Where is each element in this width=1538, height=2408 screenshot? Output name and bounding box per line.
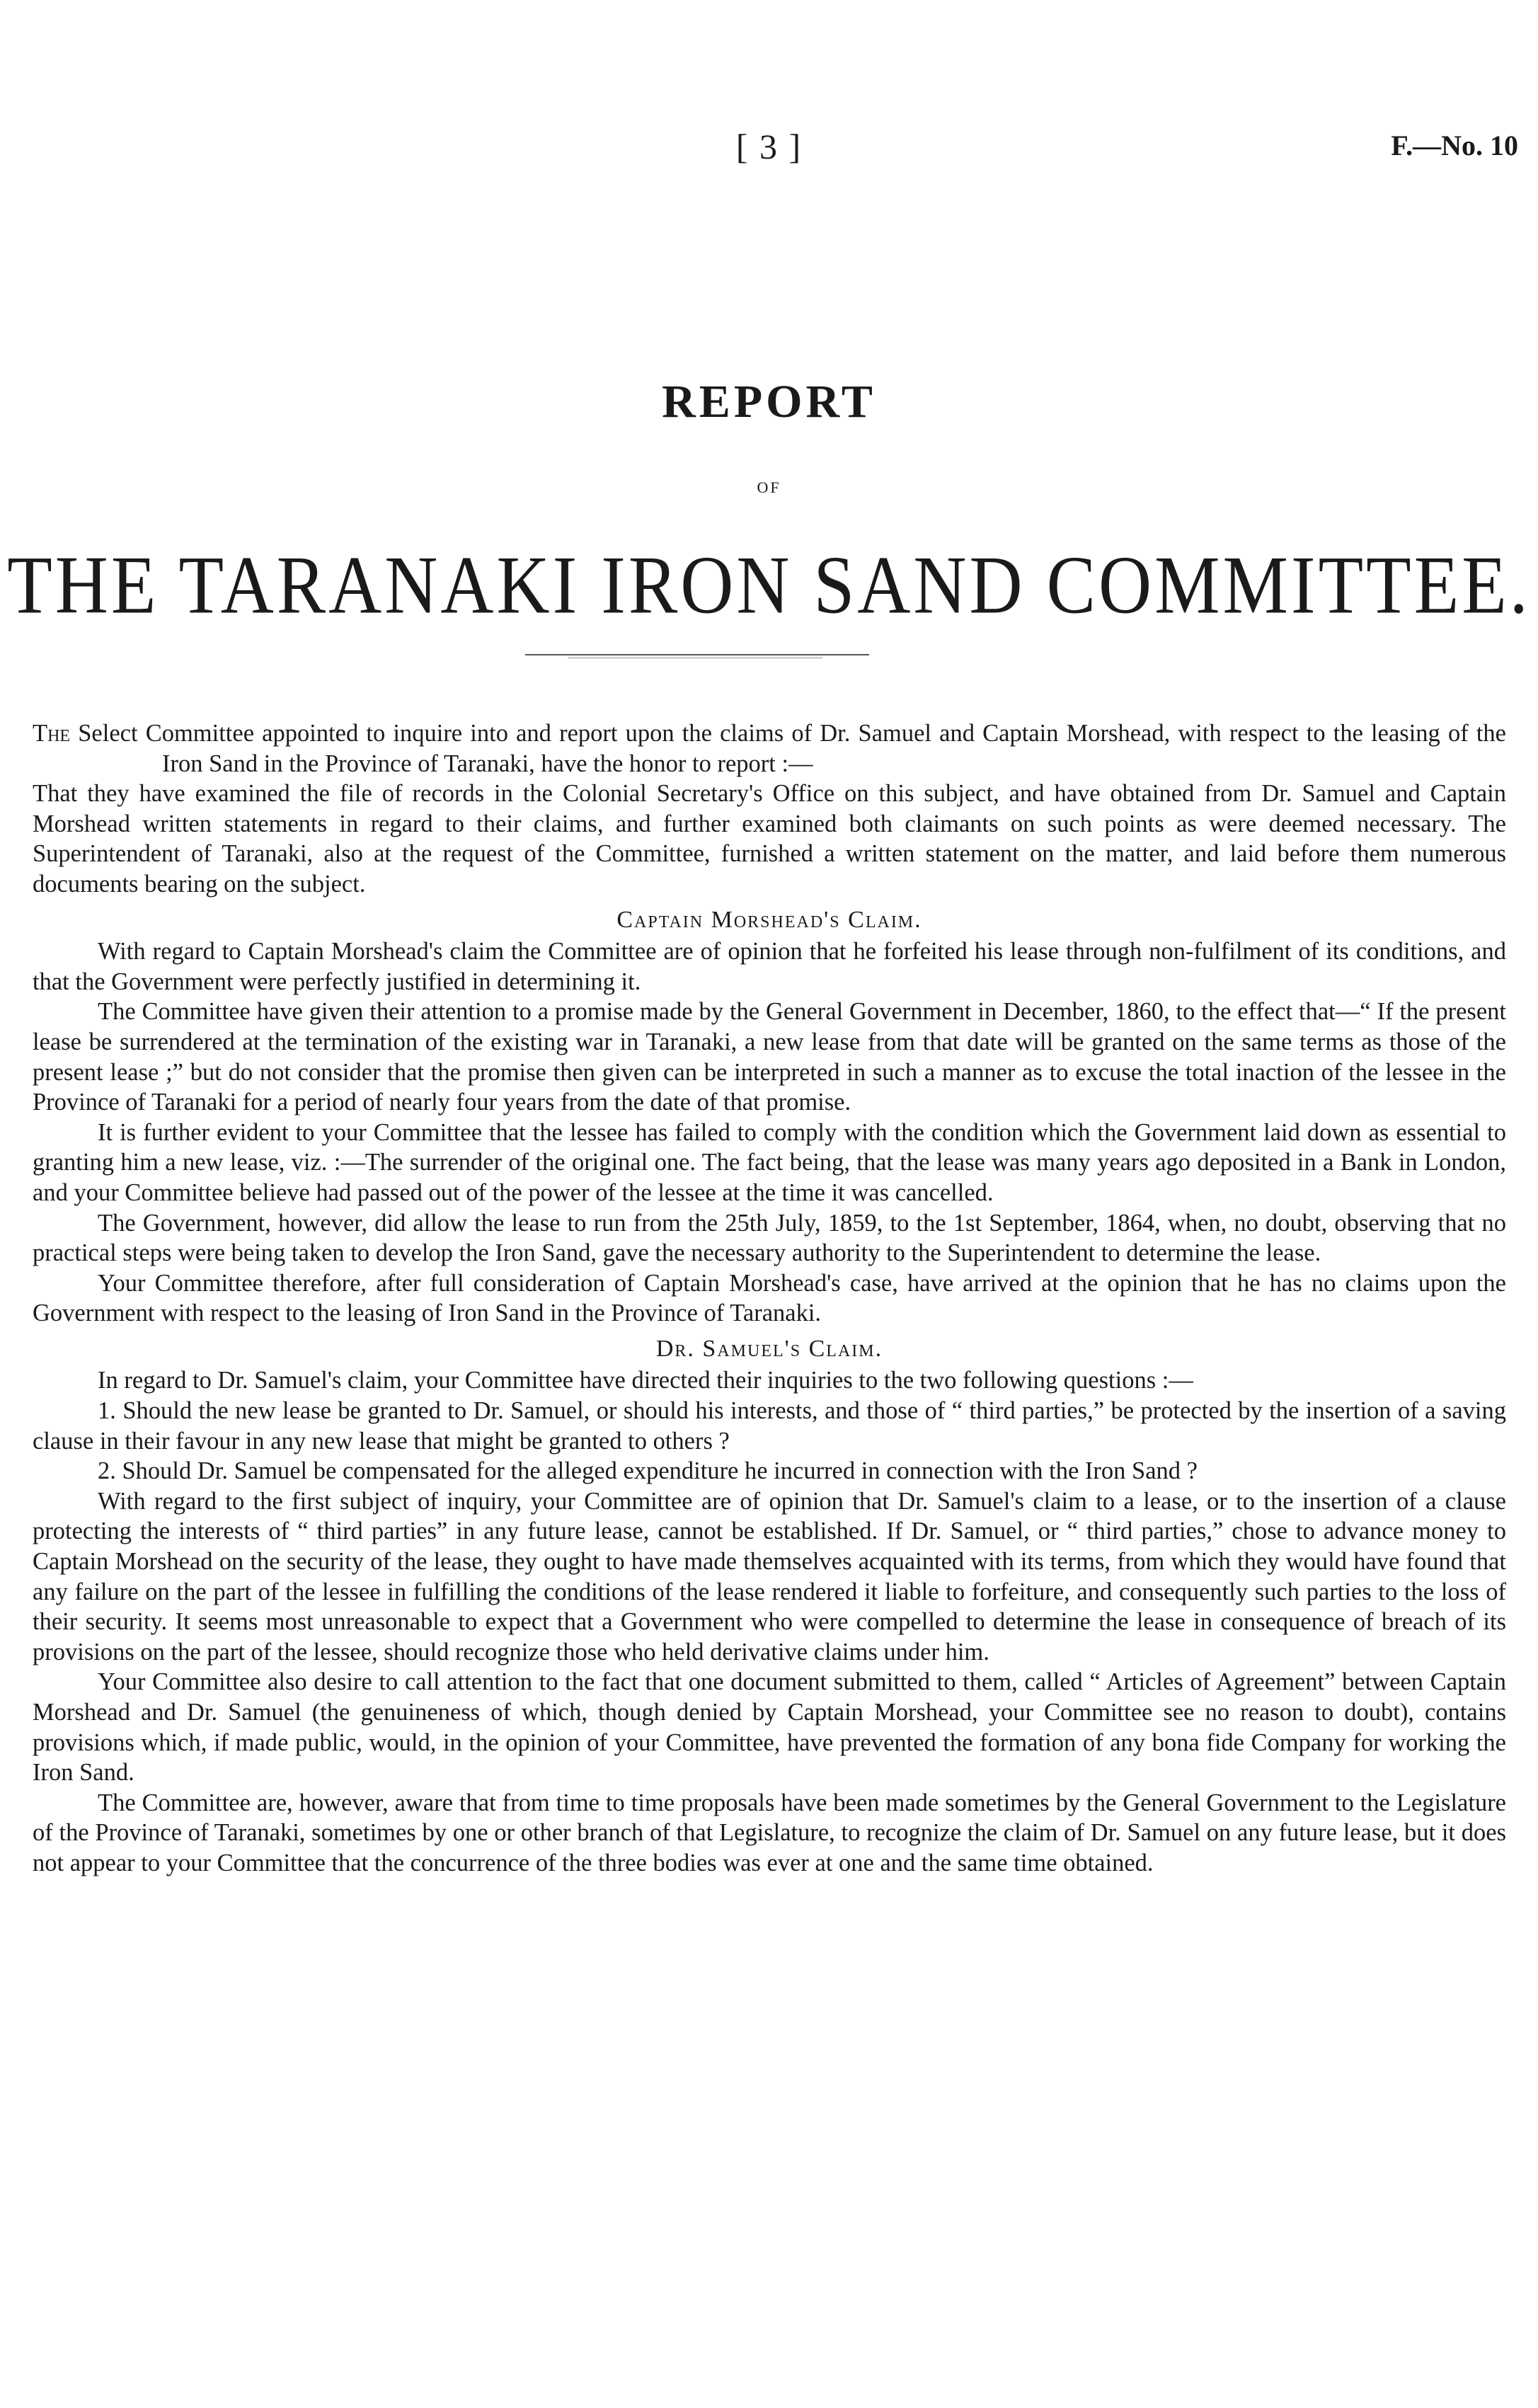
page-number: [ 3 ]	[735, 127, 803, 166]
intro-paragraph	[33, 718, 1506, 779]
committee-title: THE TARANAKI IRON SAND COMMITTEE.	[7, 539, 1531, 631]
intro-lead: The	[33, 720, 71, 747]
intro-text: Select Committee appointed to inquire into and report upon the claims of Dr. Samuel and Captain Morshead, with respect to the leasing of the Iron Sand in the Province of Taranaki, have the honor to report :—	[70, 720, 1506, 777]
samuel-paragraph-2: With regard to the first subject of inquiry, your Committee are of opinion that Dr. Samuel's claim to a lease, or to the insertion of a clause protecting the interests of “ third parties” in any future lease, cannot be established. If Dr. Samuel, or “ third parties,” chose to advance money to Captain Morshead on the security of the lease, they ought to have made themselves acquainted with its terms, from which they would have found that any failure on the part of the lessee in fulfilling the conditions of the lease rendered it liable to forfeiture, and consequently such parties to the loss of their security. It seems most unreasonable to expect that a Government who were compelled to determine the lease in consequence of breach of its provisions on the part of the lessee, should recognize those who held derivative claims under him.	[33, 1487, 1506, 1665]
document-reference: F.—No. 10	[1391, 130, 1518, 161]
opening-paragraph: That they have examined the file of records in the Colonial Secretary's Office on this subject, and have obtained from Dr. Samuel and Captain Morshead written statements in regard to their claims, and further examined both claimants on such points as were deemed necessary. The Superintendent of Taranaki, also at the request of the Committee, furnished a written statement on the matter, and laid before them numerous documents bearing on the subject.	[33, 780, 1506, 898]
section-heading-morshead: Captain Morshead's Claim.	[616, 906, 922, 933]
morshead-paragraph-1: With regard to Captain Morshead's claim the Committee are of opinion that he forfeited his lease through non-fulfilment of its conditions, and that the Government were perfectly justified in determining it.	[33, 938, 1506, 995]
samuel-question-2: 2. Should Dr. Samuel be compensated for the alleged expenditure he incurred in connection with the Iron Sand ?	[98, 1457, 1198, 1485]
of-label: OF	[757, 478, 781, 496]
samuel-paragraph-1: In regard to Dr. Samuel's claim, your Committee have directed their inquiries to the two following questions :—	[98, 1367, 1193, 1394]
morshead-paragraph-5: Your Committee therefore, after full consideration of Captain Morshead's case, have arrived at the opinion that he has no claims upon the Government with respect to the leasing of Iron Sand in the Province of Taranaki.	[33, 1269, 1506, 1327]
samuel-paragraph-4: The Committee are, however, aware that from time to time proposals have been made sometimes by the General Government to the Legislature of the Province of Taranaki, sometimes by one or other branch of that Legislature, to recognize the claim of Dr. Samuel on any future lease, but it does not appear to your Committee that the concurrence of the three bodies was ever at one and the same time obtained.	[33, 1789, 1506, 1876]
morshead-paragraph-2: The Committee have given their attention to a promise made by the General Government in December, 1860, to the effect that—“ If the present lease be surrendered at the termination of the existing war in Taranaki, a new lease from that date will be granted on the same terms as those of the present lease ;” but do not consider that the promise then given can be interpreted in such a manner as to excuse the total inaction of the lessee in the Province of Taranaki for a period of nearly four years from the date of that promise.	[33, 998, 1506, 1116]
samuel-question-1: 1. Should the new lease be granted to Dr. Samuel, or should his interests, and those of “ third parties,” be protected by the insertion of a saving clause in their favour in any new lease that might be granted to others ?	[33, 1397, 1506, 1455]
report-body	[33, 718, 1506, 1879]
report-title: REPORT	[662, 376, 876, 428]
samuel-paragraph-3: Your Committee also desire to call attention to the fact that one document submitted to them, called “ Articles of Agreement” between Captain Morshead and Dr. Samuel (the genuineness of which, though denied by Captain Morshead, your Committee see no reason to doubt), contains provisions which, if made public, would, in the opinion of your Committee, have prevented the formation of any bona fide Company for working the Iron Sand.	[33, 1668, 1506, 1787]
morshead-paragraph-3: It is further evident to your Committee that the lessee has failed to comply with the condition which the Government laid down as essential to granting him a new lease, viz. :—The surrender of the original one. The fact being, that the lease was many years ago deposited in a Bank in London, and your Committee believe had passed out of the power of the lessee at the time it was cancelled.	[33, 1118, 1506, 1206]
morshead-paragraph-4: The Government, however, did allow the lease to run from the 25th July, 1859, to the 1st September, 1864, when, no doubt, observing that no practical steps were being taken to develop the Iron Sand, gave the necessary authority to the Superintendent to determine the lease.	[33, 1209, 1506, 1267]
title-divider	[525, 653, 869, 660]
section-heading-samuel: Dr. Samuel's Claim.	[655, 1335, 883, 1362]
